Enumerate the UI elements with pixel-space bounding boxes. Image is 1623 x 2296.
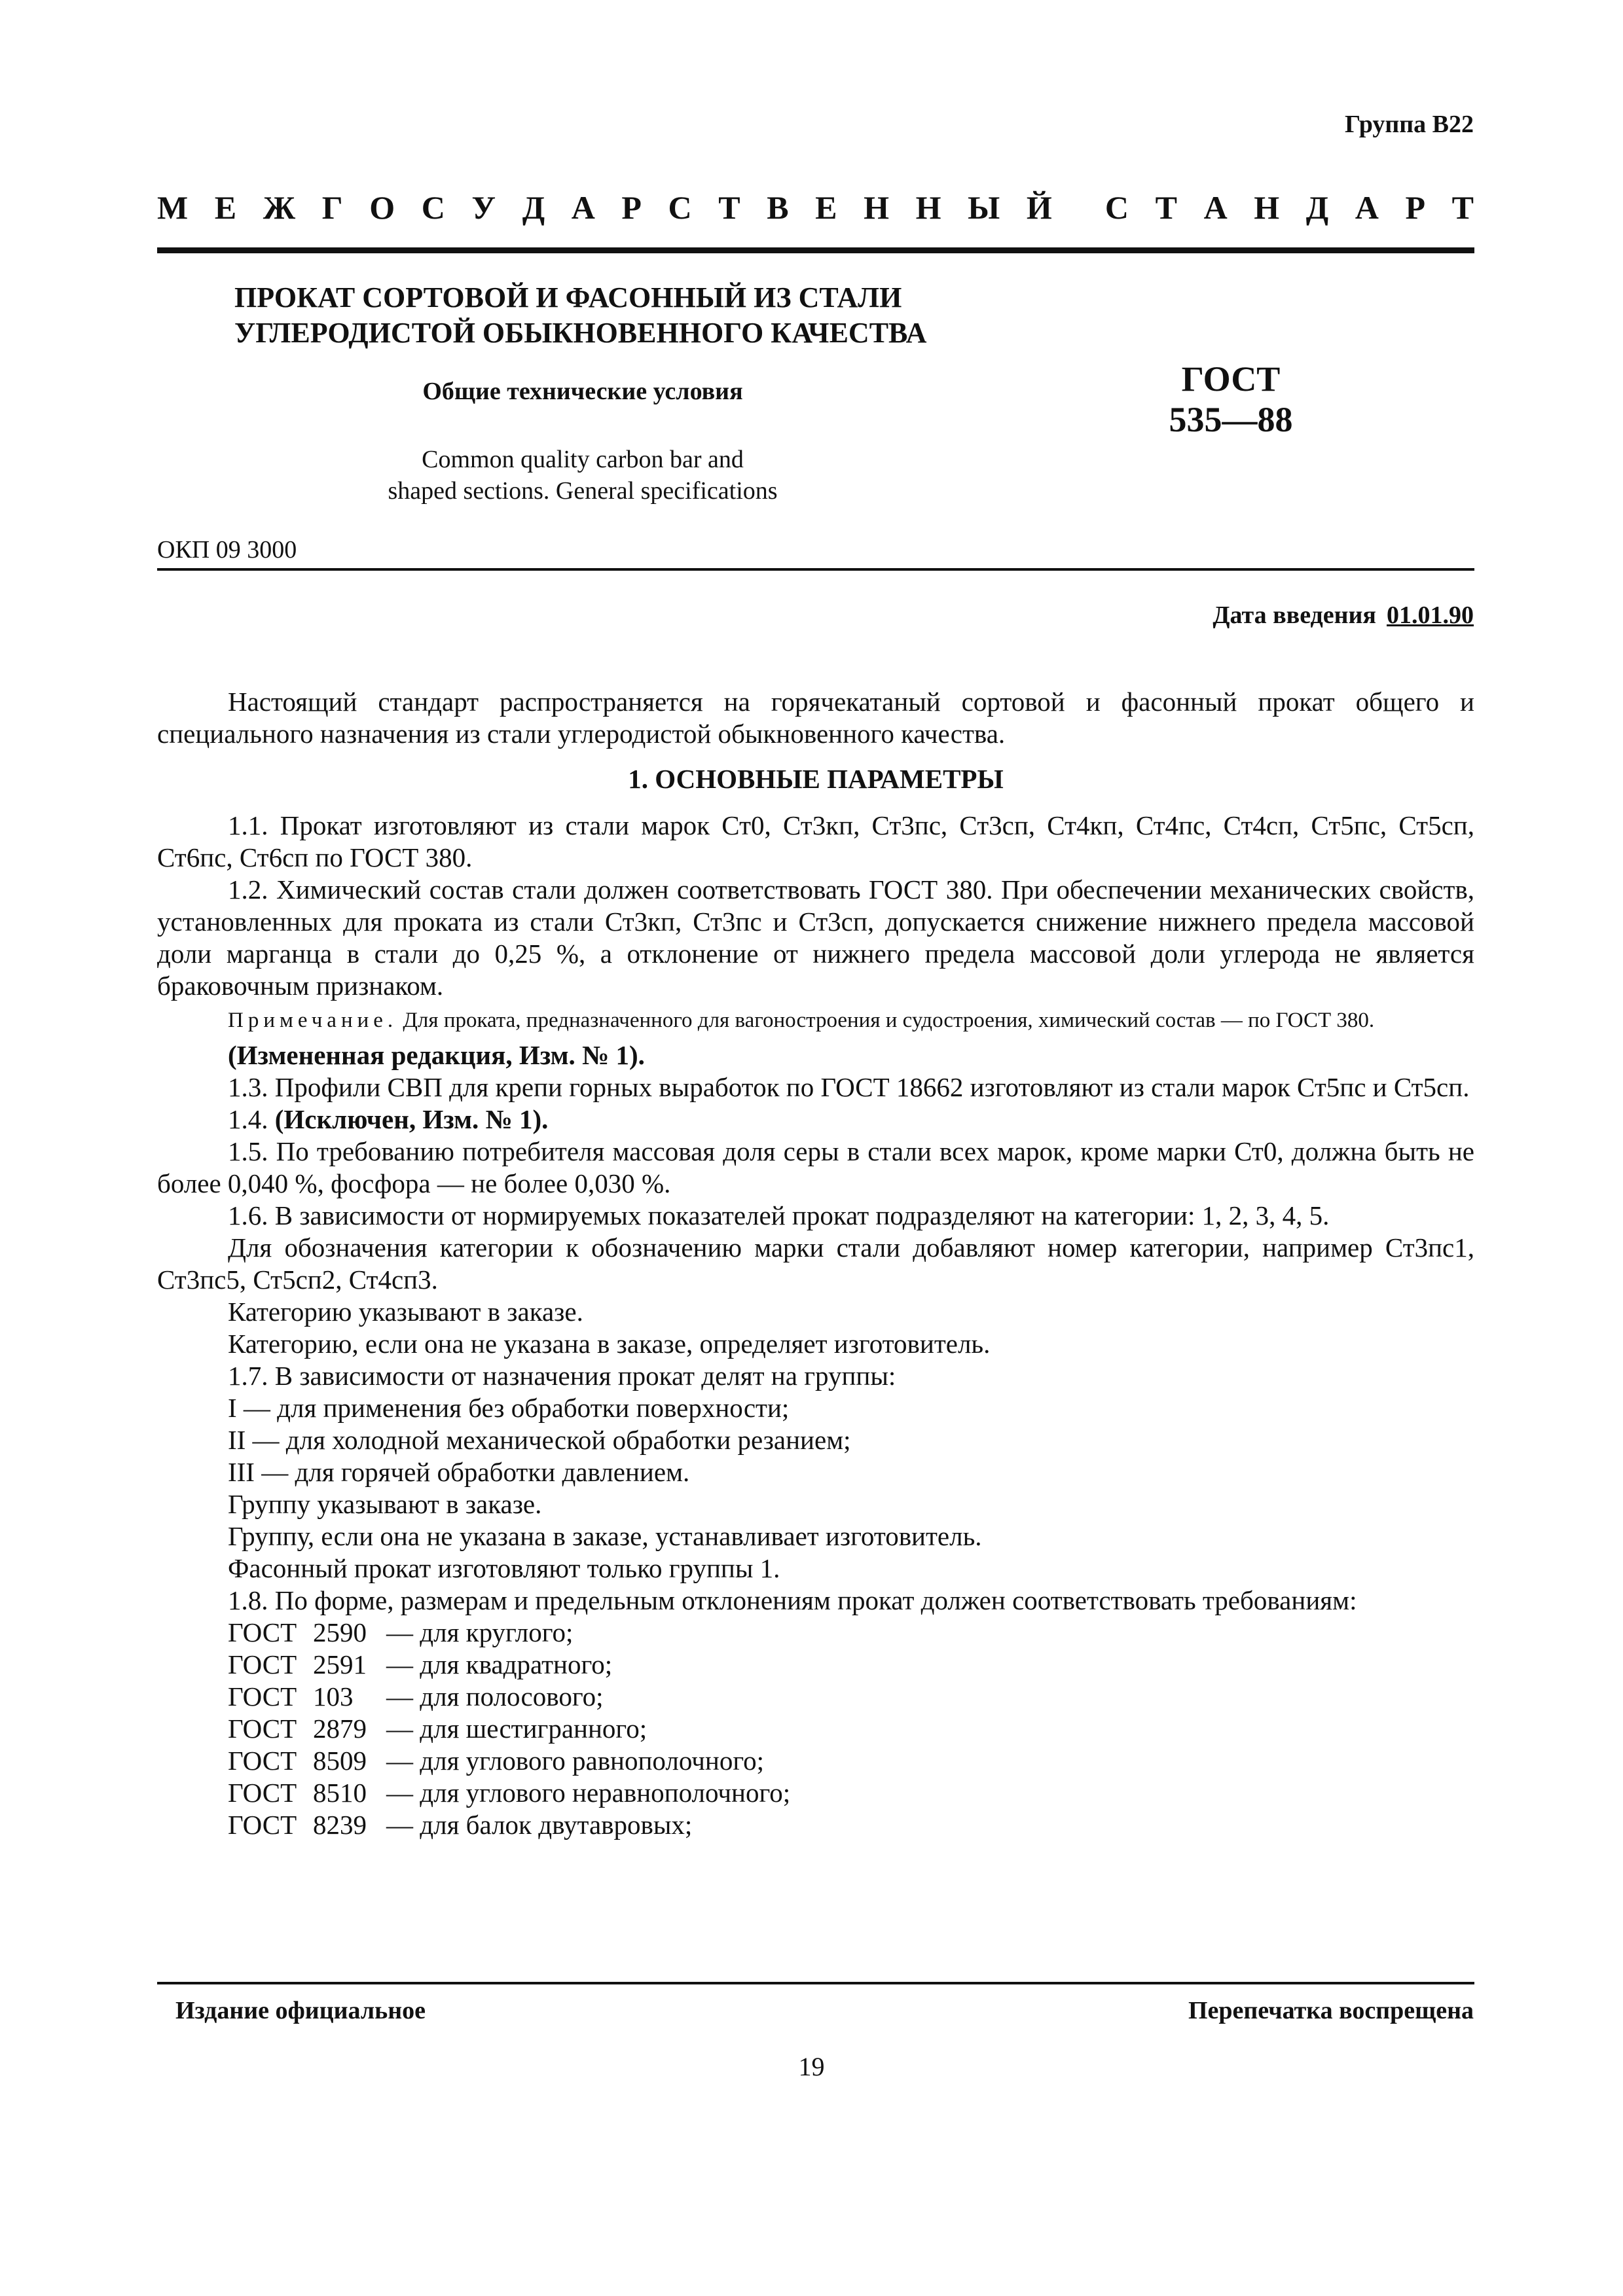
document-subtitle: Общие технические условия	[422, 378, 743, 405]
heading-letter: С	[1104, 189, 1129, 226]
heading-letter: С	[421, 189, 445, 226]
standard-desc: — для углового неравнополочного;	[386, 1778, 791, 1808]
intro-date-value: 01.01.90	[1387, 601, 1474, 629]
standard-ref	[157, 1745, 1474, 1777]
note	[157, 1007, 1474, 1034]
middle-rule	[157, 568, 1474, 571]
heading-letter: Р	[621, 189, 642, 226]
clause-1-4-number: 1.4.	[228, 1104, 268, 1134]
standard-gost: ГОСТ	[228, 1649, 297, 1679]
standard-gost: ГОСТ	[228, 1617, 297, 1647]
standard-number: 2879	[313, 1713, 367, 1744]
clause-1-4-text: (Исключен, Изм. № 1).	[274, 1104, 549, 1134]
clause-1-2: 1.2. Химический состав стали должен соответствовать ГОСТ 380. При обеспечении механических свойств, установленных для проката из стали Ст3кп, Ст3пс и Ст3сп, допускается снижение нижнего предела массовой доли марганца в стали до 0,25 %, а отклонение от нижнего предела массовой доли углерода не является браковочным признаком.	[157, 874, 1474, 1001]
standard-number: 8509	[313, 1746, 367, 1776]
heading-letter: Д	[1305, 189, 1329, 226]
heading-letter: Т	[1155, 189, 1177, 226]
standard-desc: — для шестигранного;	[386, 1713, 647, 1744]
clause-1-6-default: Категорию, если она не указана в заказе, определяет изготовитель.	[228, 1329, 991, 1359]
heading-letter: А	[571, 189, 595, 226]
heading-letter: Г	[321, 189, 343, 226]
document-title	[234, 280, 926, 351]
standard-number: 8239	[313, 1810, 367, 1840]
document-body	[157, 686, 1474, 1841]
heading-letter: Ж	[263, 189, 296, 226]
heading-letter: Н	[1254, 189, 1280, 226]
bottom-rule	[157, 1982, 1474, 1984]
standard-ref	[157, 1649, 1474, 1681]
standard-desc: — для углового равнополочного;	[386, 1746, 765, 1776]
note-text: Для проката, предназначенного для вагоностроения и судостроения, химический состав — по ГОСТ 380.	[403, 1009, 1375, 1032]
clause-1-3: 1.3. Профили СВП для крепи горных выработок по ГОСТ 18662 изготовляют из стали марок Ст5пс и Ст5сп.	[228, 1072, 1470, 1102]
standard-heading	[157, 188, 1474, 226]
heading-letter: Е	[815, 189, 837, 226]
gost-designation	[1106, 359, 1355, 440]
intro-paragraph: Настоящий стандарт распространяется на горячекатаный сортовой и фасонный прокат общего и специального назначения из стали углеродистой обыкновенного качества.	[157, 687, 1474, 749]
intro-date-label: Дата введения	[1213, 601, 1376, 629]
heading-letter: Р	[1405, 189, 1426, 226]
heading-letter: А	[1203, 189, 1228, 226]
standard-ref	[157, 1809, 1474, 1841]
heading-letter: О	[369, 189, 395, 226]
english-title-line: shaped sections. General specifications	[388, 477, 778, 505]
clause-1-7-default: Группу, если она не указана в заказе, устанавливает изготовитель.	[228, 1521, 982, 1551]
group-3: III — для горячей обработки давлением.	[228, 1457, 690, 1487]
standard-gost: ГОСТ	[228, 1746, 297, 1776]
note-label: Примечание.	[228, 1009, 398, 1032]
heading-letter: М	[157, 189, 189, 226]
heading-letter: Д	[522, 189, 545, 226]
standard-gost: ГОСТ	[228, 1778, 297, 1808]
heading-letter: А	[1355, 189, 1379, 226]
okp-code: ОКП 09 3000	[157, 536, 297, 564]
heading-letter: С	[668, 189, 692, 226]
english-title	[321, 444, 845, 507]
standard-ref	[157, 1681, 1474, 1713]
clause-1-6-designation: Для обозначения категории к обозначению марки стали добавляют номер категории, например Ст3пс1, Ст3пс5, Ст5сп2, Ст4сп3.	[157, 1232, 1474, 1295]
clause-1-1: 1.1. Прокат изготовляют из стали марок Ст0, Ст3кп, Ст3пс, Ст3сп, Ст4кп, Ст4пс, Ст4сп, Ст5пс, Ст5сп, Ст6пс, Ст6сп по ГОСТ 380.	[157, 810, 1474, 872]
clause-1-6: 1.6. В зависимости от нормируемых показателей прокат подразделяют на категории: 1, 2, 3, 4, 5.	[228, 1200, 1330, 1230]
standard-desc: — для квадратного;	[386, 1649, 613, 1679]
heading-letter: Ы	[968, 189, 1000, 226]
clause-1-6-order: Категорию указывают в заказе.	[228, 1297, 583, 1327]
clause-1-5: 1.5. По требованию потребителя массовая доля серы в стали всех марок, кроме марки Ст0, должна быть не более 0,040 %, фосфора — не более 0,030 %.	[157, 1136, 1474, 1198]
heading-letter: Й	[1026, 189, 1052, 226]
heading-letter: Е	[214, 189, 237, 226]
heading-letter: Н	[864, 189, 890, 226]
top-rule	[157, 247, 1474, 253]
clause-1-8: 1.8. По форме, размерам и предельным отклонениям прокат должен соответствовать требованиям:	[228, 1585, 1357, 1615]
standard-gost: ГОСТ	[228, 1681, 297, 1712]
amendment-note: (Измененная редакция, Изм. № 1).	[228, 1040, 645, 1070]
standard-gost: ГОСТ	[228, 1713, 297, 1744]
gost-label: ГОСТ	[1181, 359, 1281, 399]
section-title: 1. ОСНОВНЫЕ ПАРАМЕТРЫ	[628, 764, 1004, 794]
heading-letter: Т	[1451, 189, 1474, 226]
edition-label: Издание официальное	[175, 1997, 426, 2024]
title-line: УГЛЕРОДИСТОЙ ОБЫКНОВЕННОГО КАЧЕСТВА	[234, 317, 927, 349]
standard-number: 103	[313, 1681, 354, 1712]
standard-desc: — для полосового;	[386, 1681, 604, 1712]
introduction-date	[1213, 601, 1474, 630]
group-2: II — для холодной механической обработки резанием;	[228, 1425, 851, 1455]
standard-ref	[157, 1777, 1474, 1809]
page-number: 19	[798, 2052, 825, 2081]
standard-desc: — для балок двутавровых;	[386, 1810, 693, 1840]
standard-number: 2591	[313, 1649, 367, 1679]
standard-number: 2590	[313, 1617, 367, 1647]
heading-letter: В	[767, 189, 789, 226]
heading-letter: У	[471, 189, 496, 226]
standard-ref	[157, 1713, 1474, 1745]
group-1: I — для применения без обработки поверхности;	[228, 1393, 790, 1423]
standard-desc: — для круглого;	[386, 1617, 574, 1647]
standard-ref	[157, 1617, 1474, 1649]
standard-gost: ГОСТ	[228, 1810, 297, 1840]
heading-letter: Н	[915, 189, 941, 226]
group-code: Группа В22	[1344, 111, 1474, 138]
standard-number: 8510	[313, 1778, 367, 1808]
clause-1-7: 1.7. В зависимости от назначения прокат делят на группы:	[228, 1361, 896, 1391]
english-title-line: Common quality carbon bar and	[422, 446, 744, 473]
clause-1-7-shaped: Фасонный прокат изготовляют только группы 1.	[228, 1553, 780, 1583]
clause-1-7-order: Группу указывают в заказе.	[228, 1489, 542, 1519]
clause-1-4	[157, 1103, 1474, 1136]
title-line: ПРОКАТ СОРТОВОЙ И ФАСОННЫЙ ИЗ СТАЛИ	[234, 281, 902, 314]
reprint-notice: Перепечатка воспрещена	[1188, 1997, 1474, 2024]
gost-number: 535—88	[1169, 400, 1293, 439]
heading-letter: Т	[718, 189, 740, 226]
